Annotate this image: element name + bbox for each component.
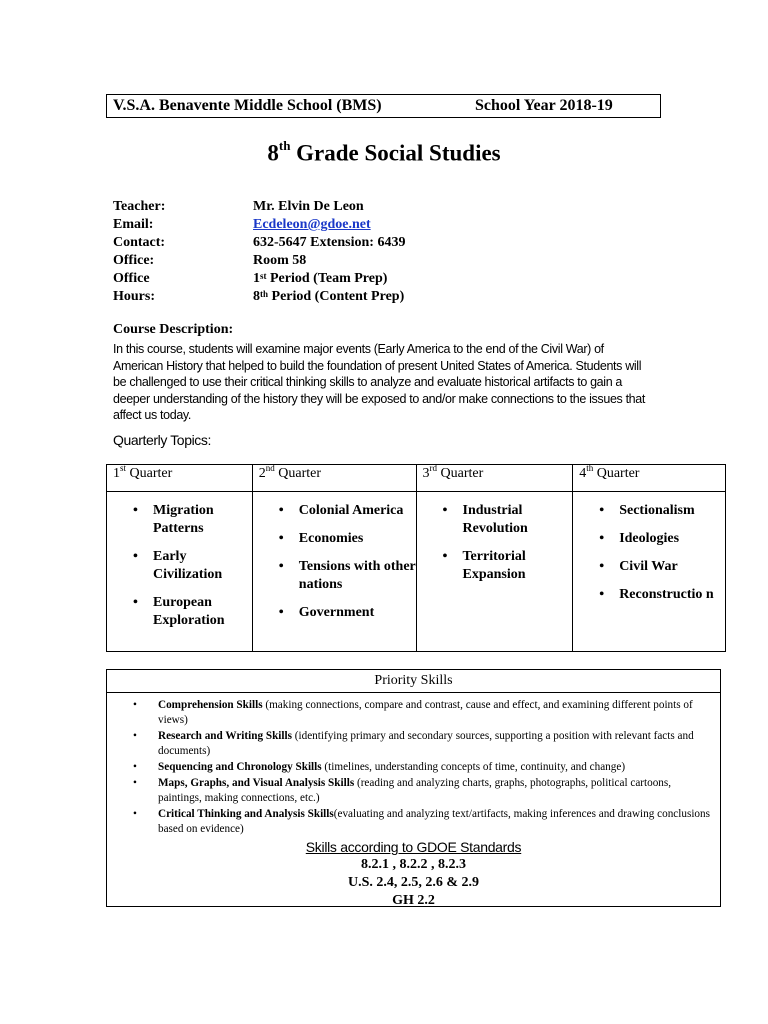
skill-desc: (making connections, compare and contrast, cause and effect, and examining different points of views) [158, 699, 693, 726]
skill-item [107, 807, 720, 837]
office-hours-label: Office Hours: [113, 271, 155, 304]
office-value: Room 58 [253, 253, 307, 268]
priority-skills-list [107, 698, 720, 837]
priority-skills-title: Priority Skills [107, 670, 720, 693]
email-link[interactable]: Ecdeleon@gdoe.net [253, 217, 371, 232]
topic-item: • Migration Patterns [133, 503, 214, 536]
quarter-1-topics [107, 492, 253, 652]
bullet-icon: • [599, 587, 605, 602]
hours-2-suffix: th [260, 289, 269, 299]
email-label: Email: [113, 217, 154, 232]
hours-2-text: Period (Content Prep) [271, 289, 405, 304]
topic-item: • Civil War [599, 559, 678, 574]
skill-item [107, 776, 720, 806]
standards-heading: Skills according to GDOE Standards [305, 839, 522, 855]
hours-1-num: 1 [253, 271, 260, 286]
bullet-icon: • [133, 595, 138, 610]
bullet-icon: • [133, 730, 137, 742]
bullet-icon: • [133, 503, 138, 518]
hours-1-text: Period (Team Prep) [270, 271, 388, 286]
skill-item [107, 698, 720, 728]
quarter-1-header: 1st Quarter [107, 465, 253, 492]
topic-item: • Industrial Revolution [442, 503, 528, 536]
bullet-icon: • [133, 777, 137, 789]
skill-name: Maps, Graphs, and Visual Analysis Skills [158, 777, 355, 789]
quarter-2-topics [252, 492, 416, 652]
topic-item: • Sectionalism [599, 503, 695, 518]
bullet-icon: • [133, 808, 137, 820]
office-hours-first [253, 270, 387, 288]
skill-desc: (identifying primary and secondary sources, supporting a position with relevant facts and documents) [158, 730, 694, 757]
quarter-4-topics [573, 492, 726, 652]
topic-item: • European Exploration [133, 595, 225, 628]
hours-2-num: 8 [253, 289, 260, 304]
bullet-icon: • [442, 549, 448, 564]
school-year: School Year 2018-19 [475, 97, 613, 114]
quarter-4-header: 4th Quarter [573, 465, 726, 492]
skill-name: Critical Thinking and Analysis Skills [158, 808, 334, 820]
topic-item: • Colonial America [278, 503, 404, 518]
quarterly-topics-label: Quarterly Topics: [113, 432, 211, 448]
topic-item: • Early Civilization [133, 549, 223, 582]
skill-item [107, 729, 720, 759]
topic-item: • Reconstructio n [599, 587, 714, 602]
quarter-2-header: 2nd Quarter [252, 465, 416, 492]
title-text: Grade Social Studies [296, 140, 501, 166]
contact-value: 632-5647 Extension: 6439 [253, 235, 406, 250]
grade-suffix: th [278, 138, 291, 153]
topic-item: • Economies [278, 531, 364, 546]
standards-line-1: 8.2.1 , 8.2.2 , 8.2.3 [361, 857, 466, 872]
office-hours-second [253, 288, 404, 306]
page-title [0, 140, 768, 167]
school-header-box [106, 94, 661, 118]
teacher-label: Teacher: [113, 199, 166, 214]
skill-item [107, 760, 720, 775]
quarter-3-header: 3rd Quarter [416, 465, 573, 492]
topic-item: • Territorial Expansion [442, 549, 526, 582]
contact-label: Contact: [113, 235, 166, 250]
quarter-3-topics [416, 492, 573, 652]
bullet-icon: • [278, 503, 284, 518]
bullet-icon: • [599, 503, 605, 518]
priority-skills-box [106, 669, 721, 907]
skill-desc: (evaluating and analyzing text/artifacts, making inferences and drawing conclusions based on evidence) [158, 808, 710, 835]
skill-name: Sequencing and Chronology Skills [158, 761, 322, 773]
skill-desc: (timelines, understanding concepts of time, continuity, and change) [321, 761, 626, 773]
bullet-icon: • [278, 559, 284, 574]
bullet-icon: • [133, 549, 138, 564]
bullet-icon: • [599, 531, 605, 546]
course-description-text: In this course, students will examine major events (Early America to the end of the Civil War) of American History that helped to build the foundation of present United States of America. Students will be challenged to use their critical thinking skills to analyze and evaluate historical artifacts to gain a deeper understanding of the history they will be exposed to and/or make connections to the issues that affect us today. [113, 342, 646, 422]
hours-1-suffix: st [260, 271, 267, 281]
skill-name: Research and Writing Skills [158, 730, 292, 742]
grade-number: 8 [267, 140, 279, 166]
bullet-icon: • [278, 531, 284, 546]
school-name: V.S.A. Benavente Middle School (BMS) [113, 97, 382, 114]
bullet-icon: • [278, 605, 284, 620]
standards-line-2: U.S. 2.4, 2.5, 2.6 & 2.9 [347, 875, 480, 890]
bullet-icon: • [133, 699, 137, 711]
bullet-icon: • [442, 503, 448, 518]
topic-item: • Government [278, 605, 375, 620]
skill-desc: (reading and analyzing charts, graphs, photographs, political cartoons, paintings, making connections, etc.) [158, 777, 672, 804]
office-label: Office: [113, 253, 155, 268]
quarter-topics-row [107, 492, 726, 652]
standards-block [107, 838, 720, 910]
course-description-label: Course Description: [113, 322, 234, 337]
quarter-header-row [107, 465, 726, 492]
quarterly-topics-table [106, 464, 726, 652]
bullet-icon: • [133, 761, 137, 773]
topic-item: • Tensions with other nations [278, 559, 416, 592]
topic-item: • Ideologies [599, 531, 680, 546]
teacher-value: Mr. Elvin De Leon [253, 199, 364, 214]
skill-name: Comprehension Skills [158, 699, 263, 711]
bullet-icon: • [599, 559, 605, 574]
standards-line-3: GH 2.2 [392, 893, 435, 908]
